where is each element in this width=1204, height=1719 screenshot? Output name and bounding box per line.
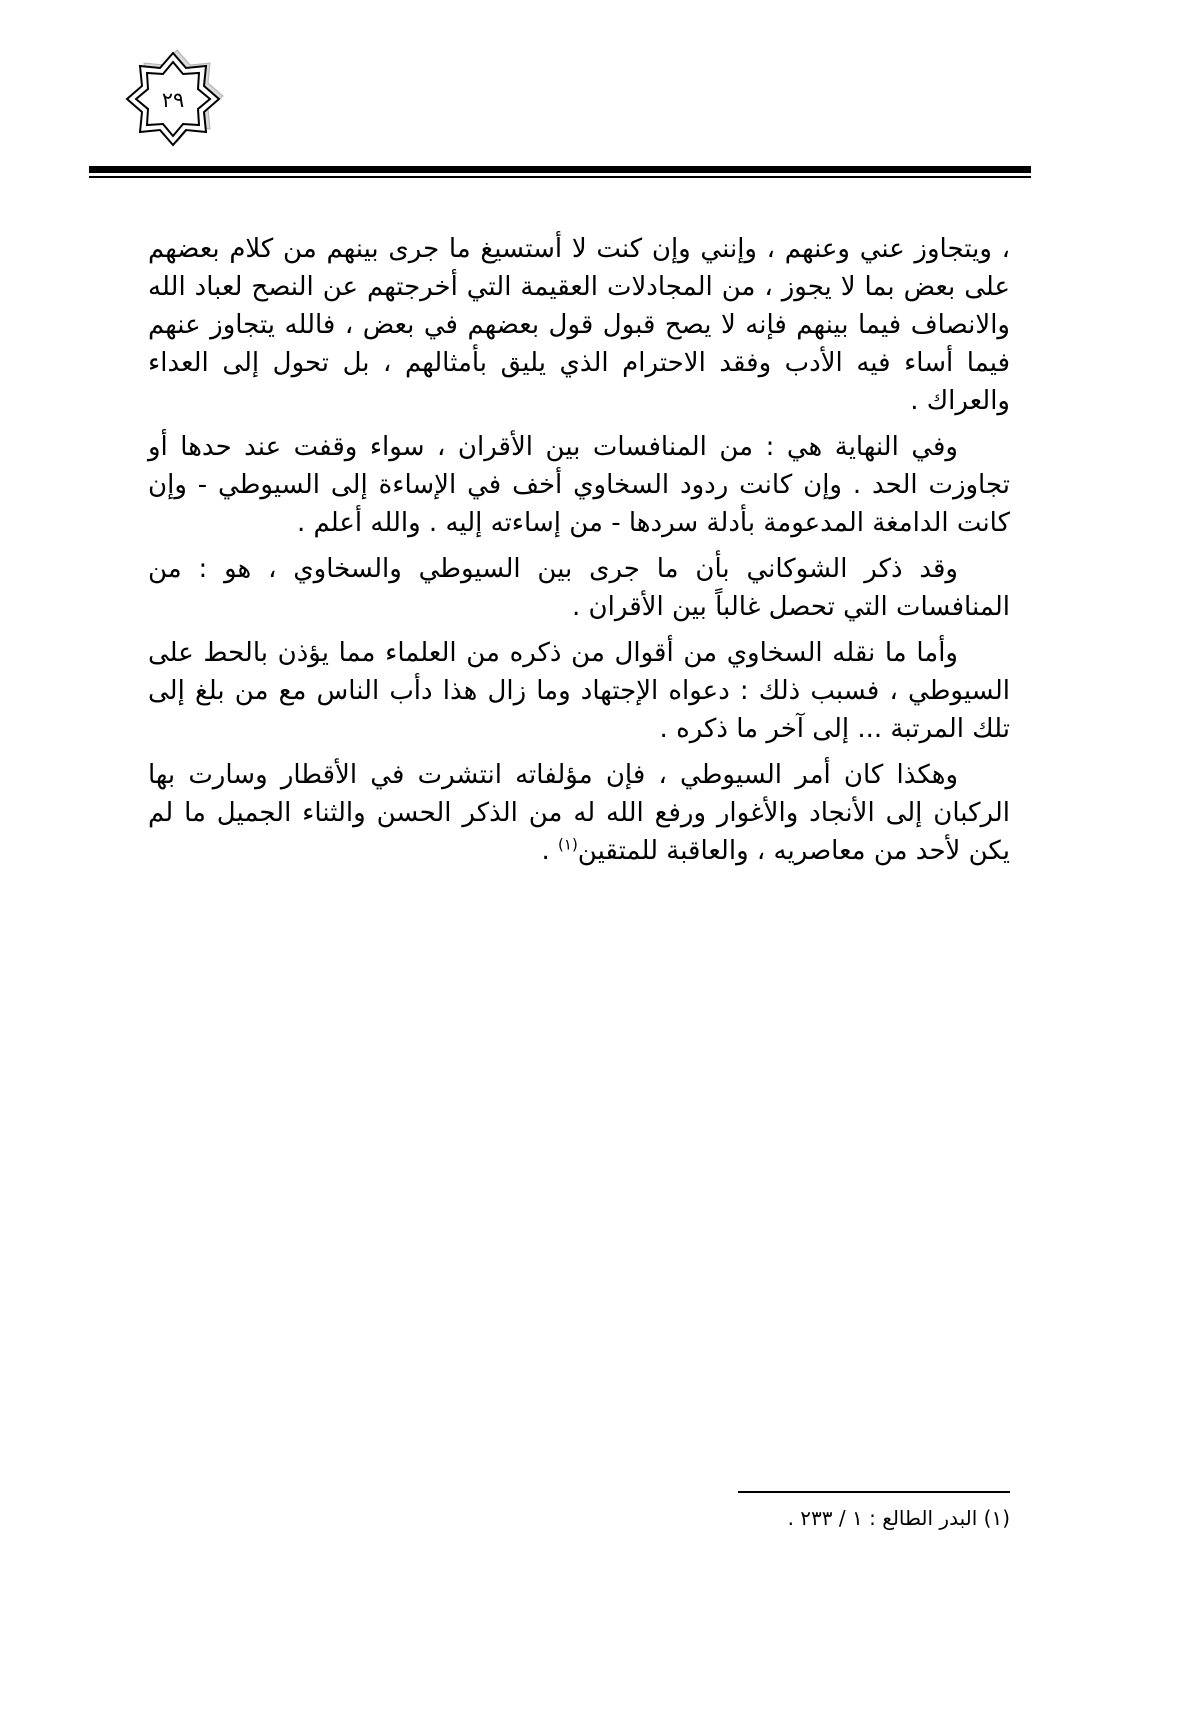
paragraph-3: وقد ذكر الشوكاني بأن ما جرى بين السيوطي والسخاوي ، هو : من المنافسات التي تحصل غالباً بين الأقران . xyxy=(148,554,1010,622)
paragraph-5-ending: . xyxy=(541,836,559,866)
page-number-badge xyxy=(104,44,242,182)
page-number: ٢٩ xyxy=(161,88,185,112)
paragraph-2: وفي النهاية هي : من المنافسات بين الأقران ، سواء وقفت عند حدها أو تجاوزت الحد . وإن كانت ردود السخاوي أخف في الإساءة إلى السيوطي - وإن كانت الدامغة المدعومة بأدلة سردها - من إساءته إليه . والله أعلم . xyxy=(148,432,1010,538)
header-rule-thin xyxy=(89,176,1031,178)
paragraph-5 xyxy=(148,756,1010,870)
footnote-reference: (١) xyxy=(558,835,578,854)
header-rule-thick xyxy=(89,166,1031,173)
paragraph-4: وأما ما نقله السخاوي من أقوال من ذكره من العلماء مما يؤذن بالحط على السيوطي ، فسبب ذلك : دعواه الإجتهاد وما زال هذا دأب الناس مع من بلغ إلى تلك المرتبة ... إلى آخر ما ذكره . xyxy=(148,638,1010,744)
paragraph-1: ، ويتجاوز عني وعنهم ، وإنني وإن كنت لا أستسيغ ما جرى بينهم من كلام بعضهم على بعض بما لا يجوز ، من المجادلات العقيمة التي أخرجتهم عن النصح لعباد الله والانصاف فيما بينهم فإنه لا يصح قبول قول بعضهم في بعض ، فالله يتجاوز عنهم فيما أساء فيه الأدب وفقد الاحترام الذي يليق بأمثالهم ، بل تحول إلى العداء والعراك . xyxy=(148,234,1010,416)
body-text xyxy=(148,230,1010,878)
footnote-separator xyxy=(738,1491,1010,1493)
paragraph-5-text: وهكذا كان أمر السيوطي ، فإن مؤلفاته انتشرت في الأقطار وسارت بها الركبان إلى الأنجاد والأغوار ورفع الله له من الذكر الحسن والثناء الجميل ما لم يكن لأحد من معاصريه ، والعاقبة للمتقين xyxy=(148,760,1010,866)
footnote: (١) البدر الطالع : ١ / ٢٣٣ . xyxy=(787,1506,1010,1530)
